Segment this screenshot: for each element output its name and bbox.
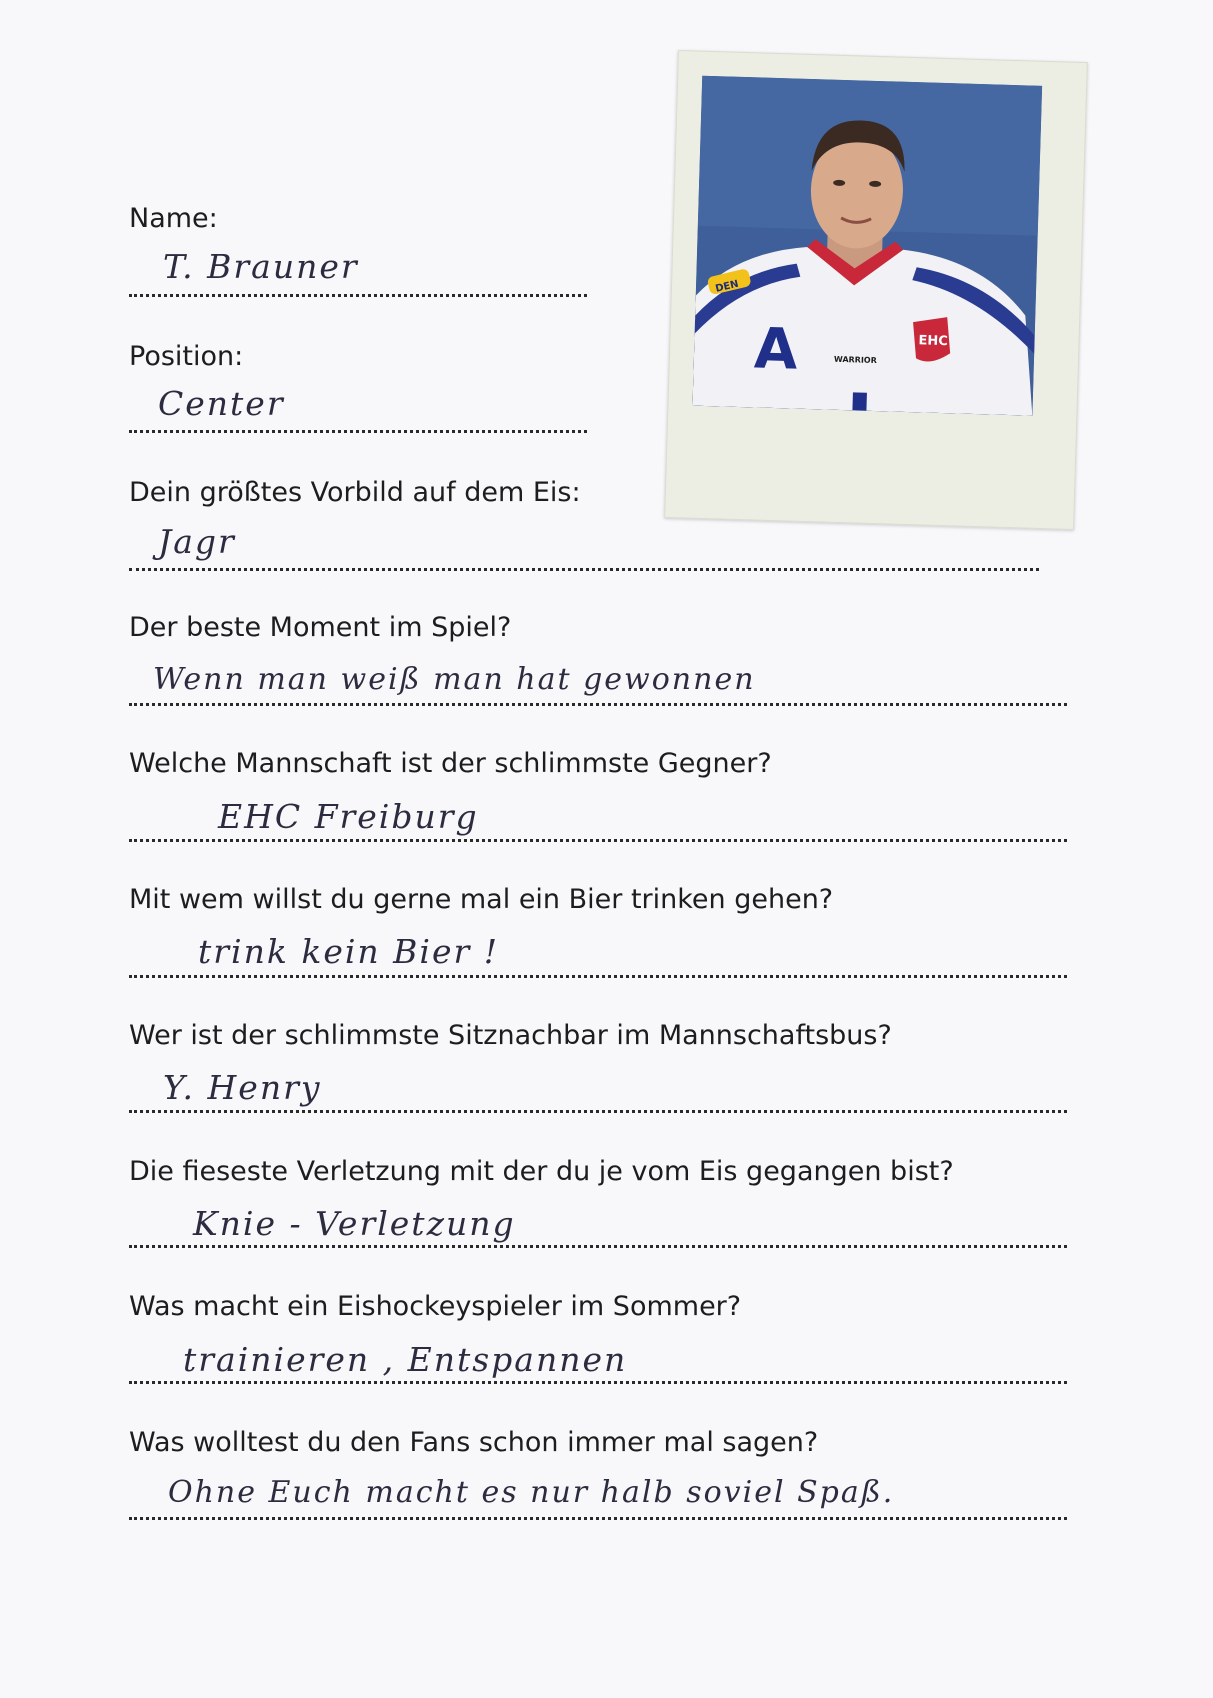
question-name: Name: bbox=[129, 203, 218, 234]
answer-beer-buddy: trink kein Bier ! bbox=[198, 932, 500, 971]
answer-line-best-moment bbox=[129, 703, 1067, 706]
answer-line-beer-buddy bbox=[129, 975, 1067, 978]
jersey-letter: A bbox=[753, 316, 799, 383]
question-summer: Was macht ein Eishockeyspieler im Sommer? bbox=[129, 1291, 742, 1322]
answer-line-position bbox=[129, 430, 587, 433]
answer-position: Center bbox=[158, 384, 285, 423]
question-role-model: Dein größtes Vorbild auf dem Eis: bbox=[129, 477, 581, 508]
answer-line-message-to-fans bbox=[129, 1517, 1067, 1520]
answer-line-name bbox=[129, 294, 587, 297]
jersey-brand-text: WARRIOR bbox=[833, 354, 877, 366]
answer-line-role-model bbox=[129, 568, 1039, 571]
answer-worst-seatmate: Y. Henry bbox=[163, 1068, 322, 1107]
crest-text: EHC bbox=[918, 333, 949, 350]
shoulder-patch-text: DEN bbox=[714, 278, 740, 295]
question-best-moment: Der beste Moment im Spiel? bbox=[129, 612, 512, 643]
answer-line-worst-injury bbox=[129, 1245, 1067, 1248]
answer-name: T. Brauner bbox=[163, 247, 359, 286]
player-photo bbox=[692, 76, 1042, 416]
answer-worst-injury: Knie - Verletzung bbox=[193, 1204, 516, 1243]
answer-line-worst-opponent bbox=[129, 839, 1067, 842]
answer-role-model: Jagr bbox=[158, 522, 236, 561]
question-beer-buddy: Mit wem willst du gerne mal ein Bier trinken gehen? bbox=[129, 884, 834, 915]
question-worst-opponent: Welche Mannschaft ist der schlimmste Gegner? bbox=[129, 748, 772, 779]
answer-summer: trainieren , Entspannen bbox=[183, 1340, 628, 1379]
question-worst-injury: Die fieseste Verletzung mit der du je vom Eis gegangen bist? bbox=[129, 1156, 954, 1187]
question-position: Position: bbox=[129, 341, 244, 372]
answer-best-moment: Wenn man weiß man hat gewonnen bbox=[153, 662, 756, 697]
polaroid-photo-frame bbox=[664, 50, 1088, 530]
question-worst-seatmate: Wer ist der schlimmste Sitznachbar im Mannschaftsbus? bbox=[129, 1020, 892, 1051]
answer-message-to-fans: Ohne Euch macht es nur halb soviel Spaß. bbox=[168, 1475, 895, 1510]
answer-line-summer bbox=[129, 1381, 1067, 1384]
answer-worst-opponent: EHC Freiburg bbox=[218, 797, 479, 836]
question-message-to-fans: Was wolltest du den Fans schon immer mal sagen? bbox=[129, 1427, 819, 1458]
answer-line-worst-seatmate bbox=[129, 1110, 1067, 1113]
